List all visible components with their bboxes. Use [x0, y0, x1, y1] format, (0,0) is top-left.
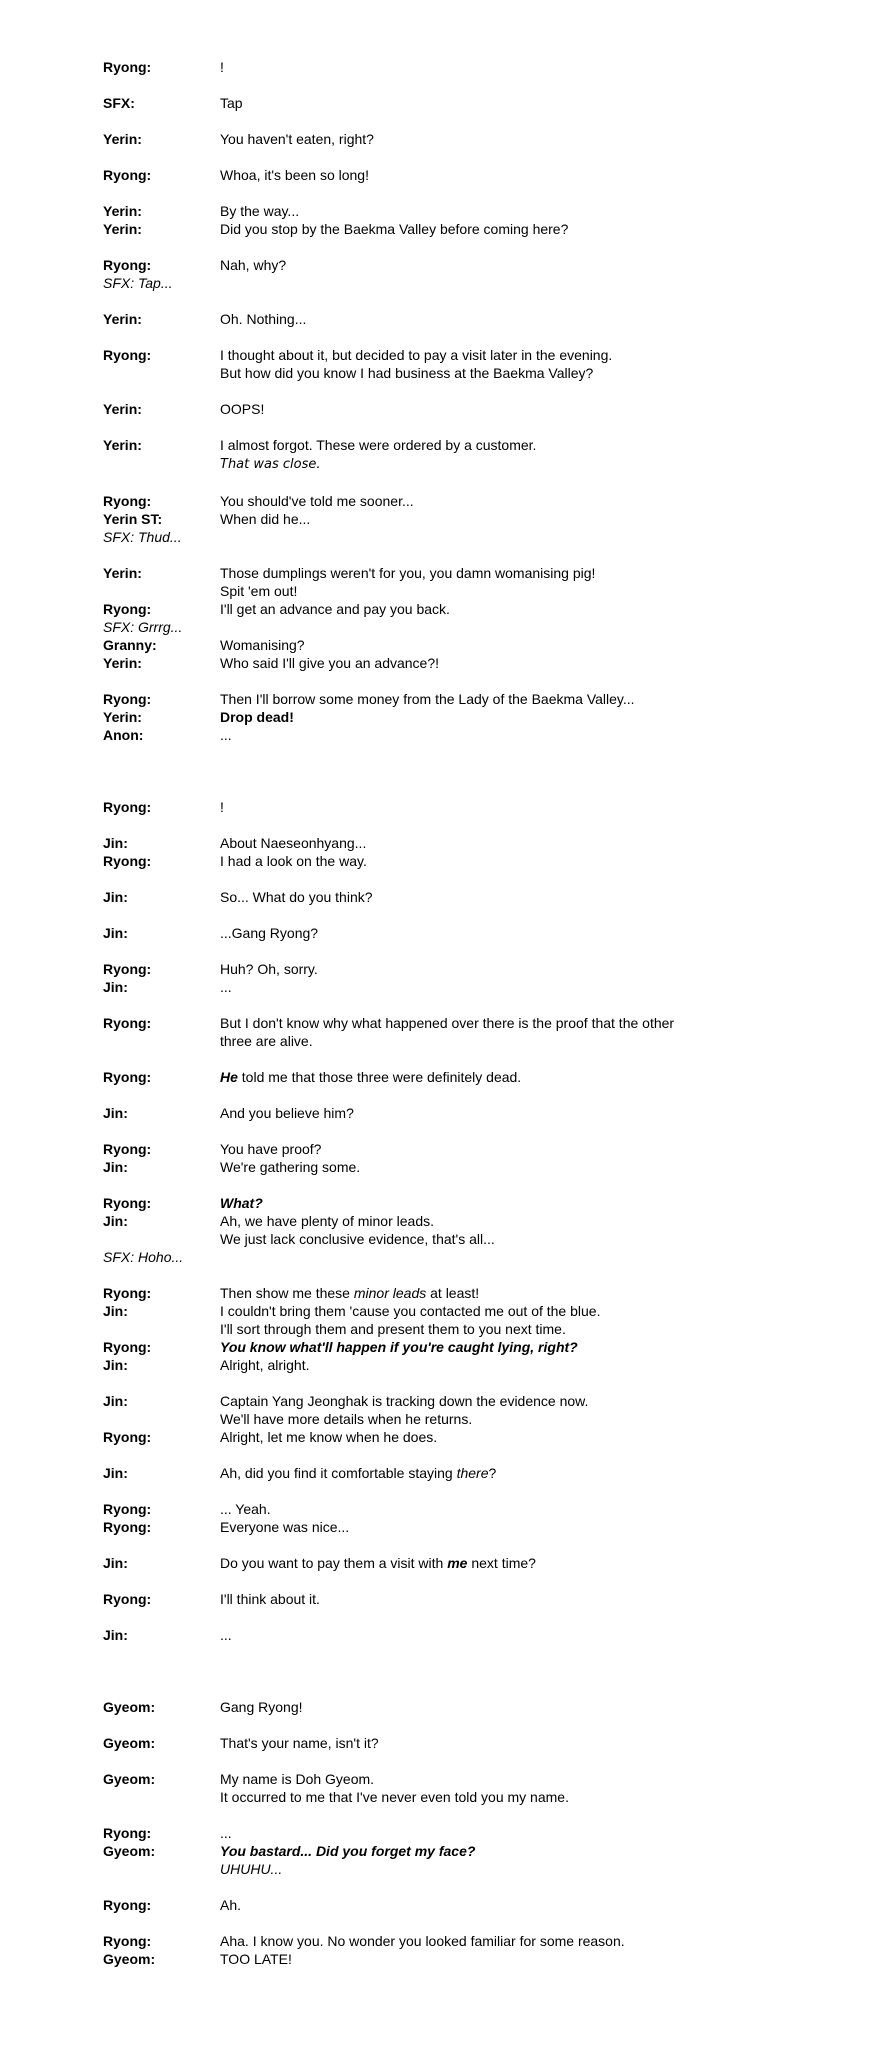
speaker-label: Yerin:	[103, 131, 142, 147]
dialogue-segment: I'll get an advance and pay you back.	[220, 601, 450, 617]
dialogue-text	[220, 130, 840, 148]
dialogue-block	[103, 1464, 840, 1482]
script-line	[103, 1392, 840, 1410]
speaker-label: Ryong:	[103, 167, 152, 183]
dialogue-segment: What?	[220, 1195, 263, 1211]
dialogue-block	[103, 888, 840, 906]
dialogue-segment: We just lack conclusive evidence, that's all...	[220, 1231, 495, 1247]
script-line	[103, 1788, 840, 1806]
dialogue-text	[220, 1302, 840, 1320]
dialogue-text	[220, 564, 840, 582]
script-line	[103, 1248, 840, 1266]
dialogue-segment: next time?	[467, 1555, 536, 1571]
dialogue-block	[103, 1284, 840, 1374]
dialogue-block	[103, 1590, 840, 1608]
dialogue-text	[220, 1356, 840, 1374]
dialogue-text	[220, 1032, 840, 1050]
dialogue-segment: He	[220, 1069, 238, 1085]
dialogue-block	[103, 58, 840, 76]
script-line	[103, 618, 840, 636]
script-line	[103, 1626, 840, 1644]
dialogue-segment: Drop dead!	[220, 709, 294, 725]
script-line	[103, 852, 840, 870]
dialogue-text	[220, 346, 840, 364]
dialogue-segment: ...	[220, 727, 232, 743]
speaker-label: Ryong:	[103, 1285, 152, 1301]
sfx-note: SFX: Thud...	[103, 529, 182, 545]
dialogue-text	[220, 1950, 840, 1968]
speaker-label: Yerin ST:	[103, 511, 163, 527]
dialogue-block	[103, 924, 840, 942]
speaker-label: Gyeom:	[103, 1699, 156, 1715]
dialogue-segment: !	[220, 799, 224, 815]
sfx-note: SFX: Grrrg...	[103, 619, 183, 635]
script-line	[103, 798, 840, 816]
dialogue-segment: Oh. Nothing...	[220, 311, 307, 327]
speaker-label: Gyeom:	[103, 1951, 156, 1967]
dialogue-text	[220, 202, 840, 220]
script-line	[103, 1518, 840, 1536]
dialogue-segment: ... Yeah.	[220, 1501, 271, 1517]
speaker-label: Gyeom:	[103, 1843, 156, 1859]
dialogue-segment: me	[447, 1555, 468, 1571]
dialogue-block	[103, 1896, 840, 1914]
speaker-label: Anon:	[103, 727, 144, 743]
script-line	[103, 1590, 840, 1608]
dialogue-text	[220, 582, 840, 600]
speaker-label: Ryong:	[103, 493, 152, 509]
dialogue-text	[220, 960, 840, 978]
script-line	[103, 690, 840, 708]
dialogue-text	[220, 94, 840, 112]
speaker-label: Jin:	[103, 1465, 128, 1481]
dialogue-text	[220, 924, 840, 942]
speaker-label: Ryong:	[103, 1339, 152, 1355]
speaker-label: Ryong:	[103, 601, 152, 617]
dialogue-segment: Ah, we have plenty of minor leads.	[220, 1213, 435, 1229]
dialogue-text	[220, 1140, 840, 1158]
dialogue-segment: About Naeseonhyang...	[220, 835, 367, 851]
dialogue-segment: OOPS!	[220, 401, 265, 417]
dialogue-text	[220, 1338, 840, 1356]
speaker-label: Ryong:	[103, 1141, 152, 1157]
dialogue-block	[103, 436, 840, 474]
dialogue-text	[220, 436, 840, 454]
script-line	[103, 888, 840, 906]
dialogue-segment: at least!	[426, 1285, 480, 1301]
script-line	[103, 582, 840, 600]
dialogue-text	[220, 1860, 840, 1878]
dialogue-text	[220, 654, 840, 672]
dialogue-text	[220, 310, 840, 328]
script-line	[103, 834, 840, 852]
dialogue-text	[220, 1518, 840, 1536]
speaker-label: Yerin:	[103, 221, 142, 237]
dialogue-block	[103, 346, 840, 382]
dialogue-segment: I couldn't bring them 'cause you contacted me out of the blue.	[220, 1303, 601, 1319]
dialogue-text	[220, 1410, 840, 1428]
dialogue-segment: I had a look on the way.	[220, 853, 367, 869]
script-line	[103, 1842, 840, 1860]
script-line	[103, 1014, 840, 1032]
dialogue-block	[103, 310, 840, 328]
speaker-label: Gyeom:	[103, 1735, 156, 1751]
speaker-label: Yerin:	[103, 203, 142, 219]
script-line	[103, 1302, 840, 1320]
dialogue-text	[220, 492, 840, 510]
speaker-label: Jin:	[103, 925, 128, 941]
dialogue-block	[103, 690, 840, 744]
speaker-label: Ryong:	[103, 1069, 152, 1085]
dialogue-text	[220, 1554, 840, 1572]
dialogue-text	[220, 1158, 840, 1176]
dialogue-segment: Those dumplings weren't for you, you damn womanising pig!	[220, 565, 596, 581]
dialogue-text	[220, 510, 840, 528]
script-line	[103, 1734, 840, 1752]
dialogue-segment: You should've told me sooner...	[220, 493, 414, 509]
dialogue-block	[103, 1824, 840, 1878]
sfx-note: SFX: Tap...	[103, 275, 173, 291]
dialogue-segment: You have proof?	[220, 1141, 322, 1157]
dialogue-segment: !	[220, 59, 224, 75]
dialogue-block	[103, 1392, 840, 1446]
dialogue-segment: TOO LATE!	[220, 1951, 292, 1967]
speaker-label: Ryong:	[103, 347, 152, 363]
speaker-label: Jin:	[103, 1105, 128, 1121]
speaker-label: Yerin:	[103, 655, 142, 671]
speaker-label: Jin:	[103, 1555, 128, 1571]
dialogue-segment: But I don't know why what happened over there is the proof that the other	[220, 1015, 675, 1031]
script-line	[103, 1896, 840, 1914]
script-line	[103, 310, 840, 328]
dialogue-segment: Whoa, it's been so long!	[220, 167, 369, 183]
dialogue-segment: minor leads	[353, 1285, 427, 1301]
script-line	[103, 1428, 840, 1446]
dialogue-block	[103, 130, 840, 148]
dialogue-block	[103, 256, 840, 292]
script-line	[103, 960, 840, 978]
dialogue-text	[220, 1428, 840, 1446]
speaker-label: Ryong:	[103, 1897, 152, 1913]
speaker-label: Ryong:	[103, 691, 152, 707]
dialogue-segment: By the way...	[220, 203, 300, 219]
script-line	[103, 58, 840, 76]
dialogue-segment: Spit 'em out!	[220, 583, 298, 599]
speaker-label: Ryong:	[103, 1825, 152, 1841]
speaker-label: Granny:	[103, 637, 157, 653]
dialogue-text	[220, 978, 840, 996]
dialogue-segment: Ah.	[220, 1897, 242, 1913]
script-line	[103, 1410, 840, 1428]
script-line	[103, 1338, 840, 1356]
speaker-label: Yerin:	[103, 401, 142, 417]
dialogue-text	[220, 798, 840, 816]
speaker-label: Yerin:	[103, 437, 142, 453]
dialogue-text	[220, 1230, 840, 1248]
script-line	[103, 1464, 840, 1482]
dialogue-segment: Who said I'll give you an advance?!	[220, 655, 440, 671]
speaker-label: Ryong:	[103, 1501, 152, 1517]
dialogue-segment: I thought about it, but decided to pay a visit later in the evening.	[220, 347, 613, 363]
dialogue-text	[220, 852, 840, 870]
dialogue-block	[103, 1194, 840, 1266]
speaker-label: Jin:	[103, 1393, 128, 1409]
dialogue-text	[220, 1770, 840, 1788]
script-line	[103, 978, 840, 996]
script-line	[103, 1698, 840, 1716]
script-line	[103, 220, 840, 238]
script-line	[103, 1824, 840, 1842]
dialogue-segment: ...	[220, 979, 232, 995]
script-line	[103, 130, 840, 148]
speaker-label: SFX:	[103, 95, 135, 111]
speaker-label: Yerin:	[103, 709, 142, 725]
script-line	[103, 94, 840, 112]
dialogue-segment: Then I'll borrow some money from the Lady of the Baekma Valley...	[220, 691, 635, 707]
dialogue-text	[220, 1824, 840, 1842]
script-line	[103, 1770, 840, 1788]
dialogue-segment: UHUHU...	[220, 1861, 283, 1877]
dialogue-segment: ...	[220, 1627, 232, 1643]
script-line	[103, 600, 840, 618]
speaker-label: Ryong:	[103, 1933, 152, 1949]
speaker-label: Yerin:	[103, 565, 142, 581]
script-line	[103, 1140, 840, 1158]
speaker-label: Jin:	[103, 835, 128, 851]
script-line	[103, 346, 840, 364]
script-line	[103, 1950, 840, 1968]
speaker-label: Ryong:	[103, 1195, 152, 1211]
dialogue-text	[220, 1464, 840, 1482]
script-line	[103, 166, 840, 184]
script-line	[103, 924, 840, 942]
sfx-note: SFX: Hoho...	[103, 1249, 184, 1265]
speaker-label: Ryong:	[103, 853, 152, 869]
dialogue-text	[220, 1590, 840, 1608]
speaker-label: Gyeom:	[103, 1771, 156, 1787]
script-line	[103, 1194, 840, 1212]
dialogue-block	[103, 1626, 840, 1644]
script-line	[103, 1860, 840, 1878]
dialogue-segment: Alright, alright.	[220, 1357, 310, 1373]
dialogue-text	[220, 888, 840, 906]
dialogue-segment: Tap	[220, 95, 243, 111]
dialogue-text	[220, 600, 840, 618]
script-line	[103, 1284, 840, 1302]
dialogue-text	[220, 1698, 840, 1716]
dialogue-block	[103, 1014, 840, 1050]
dialogue-segment: We'll have more details when he returns.	[220, 1411, 473, 1427]
dialogue-segment: That's your name, isn't it?	[220, 1735, 379, 1751]
script-line	[103, 256, 840, 274]
script-line	[103, 364, 840, 382]
dialogue-block	[103, 166, 840, 184]
dialogue-block	[103, 400, 840, 418]
speaker-label: Jin:	[103, 979, 128, 995]
dialogue-segment: We're gathering some.	[220, 1159, 361, 1175]
dialogue-segment: ?	[488, 1465, 497, 1481]
speaker-label: Ryong:	[103, 257, 152, 273]
dialogue-block	[103, 492, 840, 546]
script-line	[103, 528, 840, 546]
script-line	[103, 726, 840, 744]
dialogue-text	[220, 1842, 840, 1860]
dialogue-segment: Do you want to pay them a visit with	[220, 1555, 448, 1571]
dialogue-block	[103, 1698, 840, 1716]
script-line	[103, 202, 840, 220]
dialogue-text	[220, 726, 840, 744]
dialogue-segment: I'll sort through them and present them to you next time.	[220, 1321, 566, 1337]
speaker-label: Jin:	[103, 1159, 128, 1175]
dialogue-segment: Womanising?	[220, 637, 305, 653]
script-line	[103, 436, 840, 454]
script-line	[103, 1500, 840, 1518]
script-line	[103, 1554, 840, 1572]
dialogue-text	[220, 1626, 840, 1644]
dialogue-segment: I'll think about it.	[220, 1591, 320, 1607]
dialogue-text	[220, 1734, 840, 1752]
dialogue-block	[103, 1554, 840, 1572]
dialogue-text	[220, 1392, 840, 1410]
script-line	[103, 1230, 840, 1248]
speaker-label: Ryong:	[103, 1519, 152, 1535]
dialogue-text	[220, 708, 840, 726]
speaker-label: Ryong:	[103, 59, 152, 75]
speaker-label: Jin:	[103, 1213, 128, 1229]
dialogue-block	[103, 960, 840, 996]
dialogue-segment: ...Gang Ryong?	[220, 925, 319, 941]
dialogue-text	[220, 1284, 840, 1302]
script-line	[103, 1212, 840, 1230]
dialogue-text	[220, 1788, 840, 1806]
dialogue-block	[103, 1068, 840, 1086]
dialogue-block	[103, 1104, 840, 1122]
dialogue-segment: Then show me these	[220, 1285, 354, 1301]
dialogue-block	[103, 1932, 840, 1968]
script-line	[103, 708, 840, 726]
dialogue-segment: But how did you know I had business at the Baekma Valley?	[220, 365, 594, 381]
script-line	[103, 400, 840, 418]
script-line	[103, 510, 840, 528]
dialogue-segment: Alright, let me know when he does.	[220, 1429, 438, 1445]
dialogue-text	[220, 834, 840, 852]
dialogue-text	[220, 1500, 840, 1518]
dialogue-block	[103, 202, 840, 238]
script-line	[103, 636, 840, 654]
dialogue-segment: there	[456, 1465, 489, 1481]
dialogue-segment: So... What do you think?	[220, 889, 373, 905]
dialogue-segment: When did he...	[220, 511, 311, 527]
dialogue-segment: Captain Yang Jeonghak is tracking down the evidence now.	[220, 1393, 589, 1409]
speaker-label: Jin:	[103, 889, 128, 905]
script-line	[103, 1320, 840, 1338]
script-line	[103, 454, 840, 474]
script-line	[103, 1356, 840, 1374]
dialogue-segment: Huh? Oh, sorry.	[220, 961, 318, 977]
dialogue-segment: Aha. I know you. No wonder you looked familiar for some reason.	[220, 1933, 625, 1949]
dialogue-segment: ...	[220, 1825, 232, 1841]
dialogue-segment: I almost forgot. These were ordered by a customer.	[220, 437, 537, 453]
dialogue-segment: You bastard... Did you forget my face?	[220, 1843, 476, 1859]
dialogue-segment: three are alive.	[220, 1033, 313, 1049]
dialogue-text	[220, 220, 840, 238]
script-line	[103, 1032, 840, 1050]
speaker-label: Jin:	[103, 1627, 128, 1643]
dialogue-block	[103, 1140, 840, 1176]
dialogue-text	[220, 1068, 840, 1086]
script-line	[103, 654, 840, 672]
dialogue-text	[220, 1320, 840, 1338]
dialogue-block	[103, 1770, 840, 1806]
script-line	[103, 1158, 840, 1176]
dialogue-text	[220, 1194, 840, 1212]
dialogue-text	[220, 1014, 840, 1032]
dialogue-block	[103, 94, 840, 112]
dialogue-text	[220, 1932, 840, 1950]
dialogue-text	[220, 636, 840, 654]
dialogue-text	[220, 256, 840, 274]
speaker-label: Ryong:	[103, 1015, 152, 1031]
dialogue-text	[220, 58, 840, 76]
speaker-label: Ryong:	[103, 799, 152, 815]
speaker-label: Ryong:	[103, 1429, 152, 1445]
speaker-label: Ryong:	[103, 1591, 152, 1607]
dialogue-block	[103, 1734, 840, 1752]
dialogue-text	[220, 690, 840, 708]
dialogue-text	[220, 1104, 840, 1122]
dialogue-segment: That was close.	[220, 457, 321, 472]
dialogue-text	[220, 400, 840, 418]
script-line	[103, 1068, 840, 1086]
dialogue-segment: And you believe him?	[220, 1105, 354, 1121]
dialogue-block	[103, 564, 840, 672]
dialogue-block	[103, 798, 840, 816]
script-line	[103, 564, 840, 582]
dialogue-text	[220, 364, 840, 382]
dialogue-segment: Ah, did you find it comfortable staying	[220, 1465, 457, 1481]
script-line	[103, 274, 840, 292]
dialogue-block	[103, 1500, 840, 1536]
dialogue-segment: Gang Ryong!	[220, 1699, 303, 1715]
script-line	[103, 1104, 840, 1122]
dialogue-segment: Did you stop by the Baekma Valley before coming here?	[220, 221, 569, 237]
dialogue-segment: You haven't eaten, right?	[220, 131, 374, 147]
dialogue-text	[220, 454, 840, 474]
speaker-label: Jin:	[103, 1303, 128, 1319]
script-line	[103, 492, 840, 510]
dialogue-segment: Nah, why?	[220, 257, 287, 273]
script-line	[103, 1932, 840, 1950]
dialogue-text	[220, 1212, 840, 1230]
dialogue-segment: You know what'll happen if you're caught lying, right?	[220, 1339, 578, 1355]
dialogue-segment: My name is Doh Gyeom.	[220, 1771, 375, 1787]
speaker-label: Jin:	[103, 1357, 128, 1373]
dialogue-segment: Everyone was nice...	[220, 1519, 350, 1535]
dialogue-segment: It occurred to me that I've never even told you my name.	[220, 1789, 569, 1805]
dialogue-text	[220, 166, 840, 184]
dialogue-segment: told me that those three were definitely dead.	[237, 1069, 522, 1085]
speaker-label: Ryong:	[103, 961, 152, 977]
dialogue-text	[220, 1896, 840, 1914]
dialogue-block	[103, 834, 840, 870]
speaker-label: Yerin:	[103, 311, 142, 327]
